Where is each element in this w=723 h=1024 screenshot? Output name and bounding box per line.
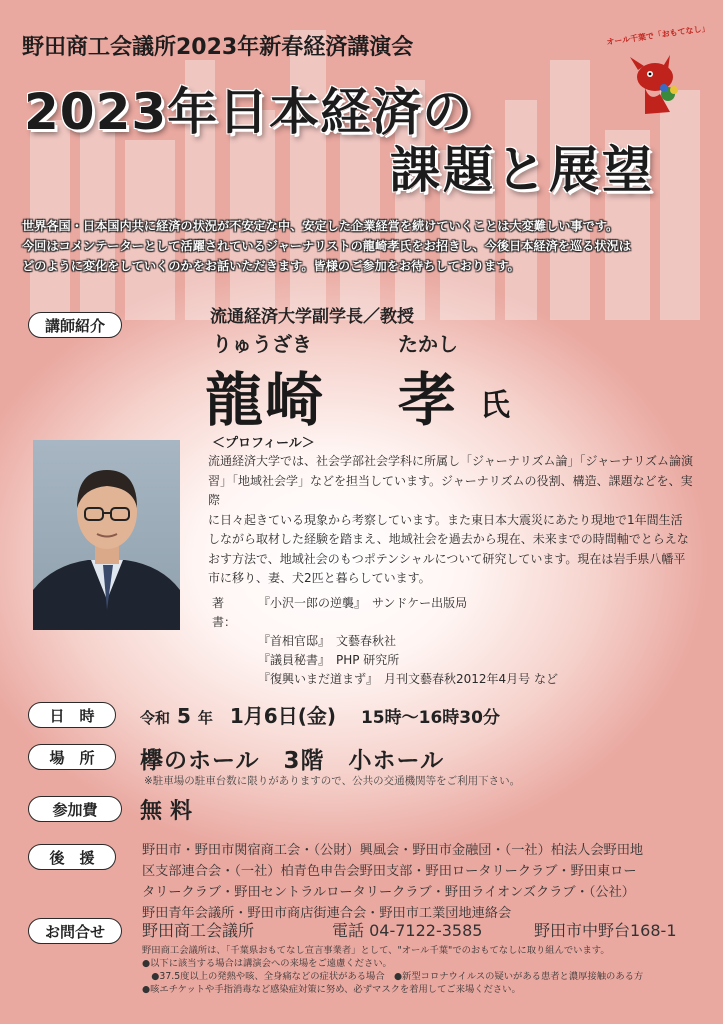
book-item: 『首相官邸』 文藝春秋社: [258, 634, 397, 648]
sponsor-line: タリークラブ・野田セントラルロータリークラブ・野田ライオンズクラブ・（公社）: [142, 885, 635, 900]
date-label: 日 時: [28, 702, 116, 728]
contact-address: 野田市中野台168-1: [534, 921, 677, 940]
profile-line: 流通経済大学では、社会学部社会学科に所属し「ジャーナリズム論」「ジャーナリズム論演: [208, 454, 694, 468]
books-label: 著 書：: [212, 596, 237, 629]
profile-line: おす方法で、地域社会のもつポテンシャルについて研究しています。現在は岩手県八幡平: [208, 551, 686, 566]
note-line: ●37.5度以上の発熱や咳、全身痛などの症状がある場合 ●新型コロナウイルスの疑いがある患者と濃厚接触のある方: [142, 971, 644, 982]
note-line: 野田商工会議所は、「千葉県おもてなし宣言事業者」として、"オール千葉"でのおもてなしに取り組んでいます。: [142, 945, 610, 956]
main-title-line2: 課題と展望: [390, 141, 655, 199]
profile-line: 市に移り、妻、犬2匹と暮らしています。: [208, 571, 431, 585]
books-list: [212, 594, 558, 689]
book-item: 『小沢一郎の逆襲』 サンドケー出版局: [258, 596, 468, 610]
lecturer-kana-family: りゅうざき: [212, 332, 312, 356]
event-date: [140, 700, 500, 729]
contact-label: お問合せ: [28, 918, 122, 944]
main-title-line1: 2023年日本経済の: [24, 83, 474, 141]
event-venue: 欅のホール 3階 小ホール: [140, 748, 445, 774]
intro-line: 今回はコメンテーターとして活躍されているジャーナリストの龍崎孝氏をお招きし、今後日本経済を巡る状況は: [22, 239, 631, 253]
event-fee: 無料: [140, 799, 201, 824]
era-year: 5: [176, 704, 191, 728]
parking-note: ※駐車場の駐車台数に限りがありますので、公共の交通機関等をご利用下さい。: [144, 775, 521, 787]
profile-line: に日々起きている現象から考察しています。また東日本大震災にあたり現地で1年間生活: [208, 512, 683, 527]
event-time: 15時～16時30分: [360, 708, 500, 728]
notes: [142, 944, 712, 996]
event-day: 1月6日(金): [229, 704, 336, 728]
lecturer-label: 講師紹介: [28, 312, 122, 338]
event-kicker: 野田商工会議所2023年新春経済講演会: [22, 35, 414, 60]
era: 令和: [140, 709, 171, 727]
book-item: 『議員秘書』 PHP 研究所: [258, 653, 400, 667]
lecturer-kana-given: たかし: [398, 332, 458, 356]
place-label: 場 所: [28, 744, 116, 770]
sponsor-line: 区支部連合会・（一社）柏青色申告会野田支部・野田ロータリークラブ・野田東ロー: [142, 864, 637, 879]
contact-org: 野田商工会議所: [142, 921, 255, 940]
intro-line: 世界各国・日本国内共に経済の状況が不安定な中、安定した企業経営を続けていくことは大変難しい事です。: [22, 219, 619, 233]
contact-tel[interactable]: 電話 04-7122-3585: [332, 921, 483, 940]
note-line: ●以下に該当する場合は講演会への来場をご遠慮ください。: [142, 958, 392, 969]
profile-line: しながら取材した経験を踏まえ、地域社会を過去から現在、未来までの時間軸でとらえな: [208, 532, 689, 546]
profile-heading: ＜プロフィール＞: [212, 436, 315, 451]
era-year-unit: 年: [197, 709, 213, 727]
mascot-icon: [600, 22, 710, 122]
profile-text: [208, 452, 698, 589]
sponsor-list: [142, 840, 702, 924]
lecturer-honorific: 氏: [480, 388, 510, 423]
profile-line: 習」「地域社会学」などを担当しています。ジャーナリズムの役割、構造、課題などを、実際: [208, 473, 693, 507]
intro-text: [22, 216, 702, 276]
portrait-illustration: [33, 440, 180, 630]
fee-label: 参加費: [28, 796, 122, 822]
sponsor-line: 野田青年会議所・野田市商店街連合会・野田市工業団地連絡会: [142, 906, 512, 921]
lecturer-family-name: 龍崎: [205, 366, 326, 434]
lecturer-given-name: 孝: [398, 366, 459, 434]
lecturer-photo: [33, 440, 180, 630]
book-item: 『復興いまだ道まず』 月刊文藝春秋2012年4月号 など: [258, 672, 558, 686]
sponsor-line: 野田市・野田市関宿商工会・（公財）興風会・野田市金融団・（一社）柏法人会野田地: [142, 843, 644, 858]
support-label: 後 援: [28, 844, 116, 870]
mascot-caption: オール千葉で「おもてなし」: [605, 23, 710, 47]
intro-line: どのように変化をしていくのかをお話いただきます。皆様のご参加をお待ちしております。: [22, 259, 520, 273]
note-line: ●咳エチケットや手指消毒など感染症対策に努め、必ずマスクを着用してご来場ください。: [142, 984, 521, 995]
lecturer-position: 流通経済大学副学長／教授: [210, 307, 414, 327]
